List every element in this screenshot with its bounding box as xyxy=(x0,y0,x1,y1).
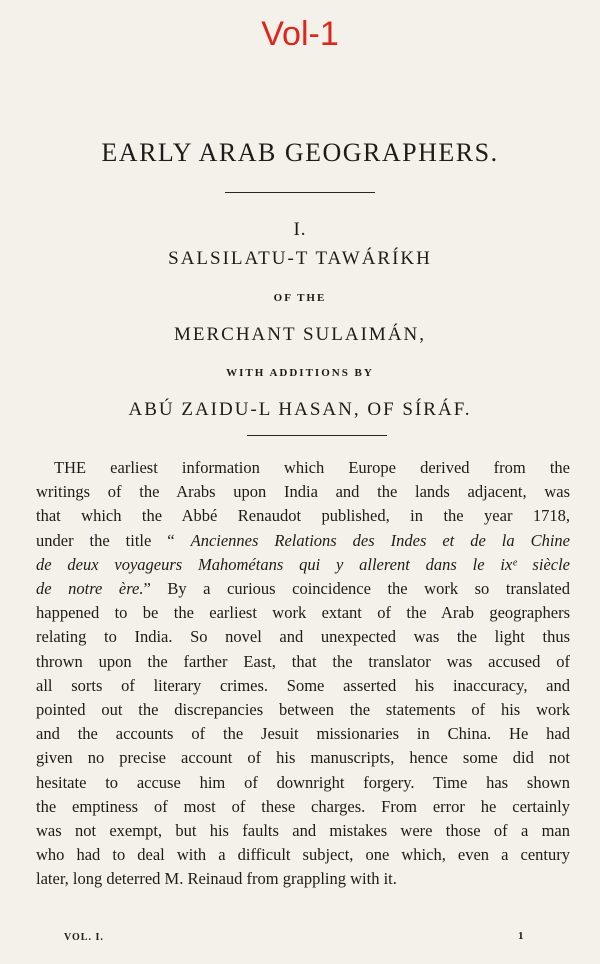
paragraph-line: writings of the Arabs upon India and the lands adjacent, was xyxy=(36,482,570,502)
paragraph-line: later, long deterred M. Reinaud from grappling with it. xyxy=(36,869,397,889)
footer-volume: VOL. I. xyxy=(64,932,104,943)
paragraph-line: relating to India. So novel and unexpected was the light thus xyxy=(36,627,570,647)
paragraph-line: under the title “ Anciennes Relations des Indes et de la Chine xyxy=(36,530,571,550)
paragraph-line: all sorts of literary crimes. Some asserted his inaccuracy, and xyxy=(36,675,570,695)
title-rule xyxy=(225,192,375,193)
author-name: ABÚ ZAIDU-L HASAN, OF SÍRÁF. xyxy=(128,399,472,420)
paragraph-line: happened to be the earliest work extant of the Arab geographers xyxy=(36,603,570,623)
page-number: 1 xyxy=(518,930,524,942)
paragraph-line: de deux voyageurs Mahométans qui y allerent dans le ixᵉ siècle xyxy=(36,554,570,574)
additions-label: WITH ADDITIONS BY xyxy=(226,367,374,379)
paragraph-line: de notre ère.” By a curious coincidence the work so translated xyxy=(36,579,570,599)
work-title: SALSILATU-T TAWÁRÍKH xyxy=(168,248,432,269)
paragraph-line: who had to deal with a difficult subject, one which, even a century xyxy=(36,845,570,865)
paragraph-line: the emptiness of most of these charges. From error he certainly xyxy=(36,796,570,816)
volume-tag: Vol-1 xyxy=(261,15,339,53)
section-numeral: I. xyxy=(293,219,307,240)
paragraph-line: given no precise account of his manuscripts, hence some did not xyxy=(36,748,570,768)
section-rule xyxy=(247,435,387,436)
paragraph-line: thrown upon the farther East, that the translator was accused of xyxy=(36,651,570,671)
paragraph-line: pointed out the discrepancies between the statements of his work xyxy=(36,700,570,720)
paragraph-line: was not exempt, but his faults and mistakes were those of a man xyxy=(36,821,570,841)
paragraph-line: and the accounts of the Jesuit missionaries in China. He had xyxy=(36,724,570,744)
paragraph-line: THE earliest information which Europe derived from the xyxy=(54,458,570,477)
of-the-label: OF THE xyxy=(273,292,327,304)
merchant-name: MERCHANT SULAIMÁN, xyxy=(173,324,427,345)
page-title: EARLY ARAB GEOGRAPHERS. xyxy=(101,138,499,167)
paragraph-line: hesitate to accuse him of downright forgery. Time has shown xyxy=(36,772,570,792)
paragraph-line: that which the Abbé Renaudot published, in the year 1718, xyxy=(36,506,570,526)
body-paragraph xyxy=(36,456,570,892)
